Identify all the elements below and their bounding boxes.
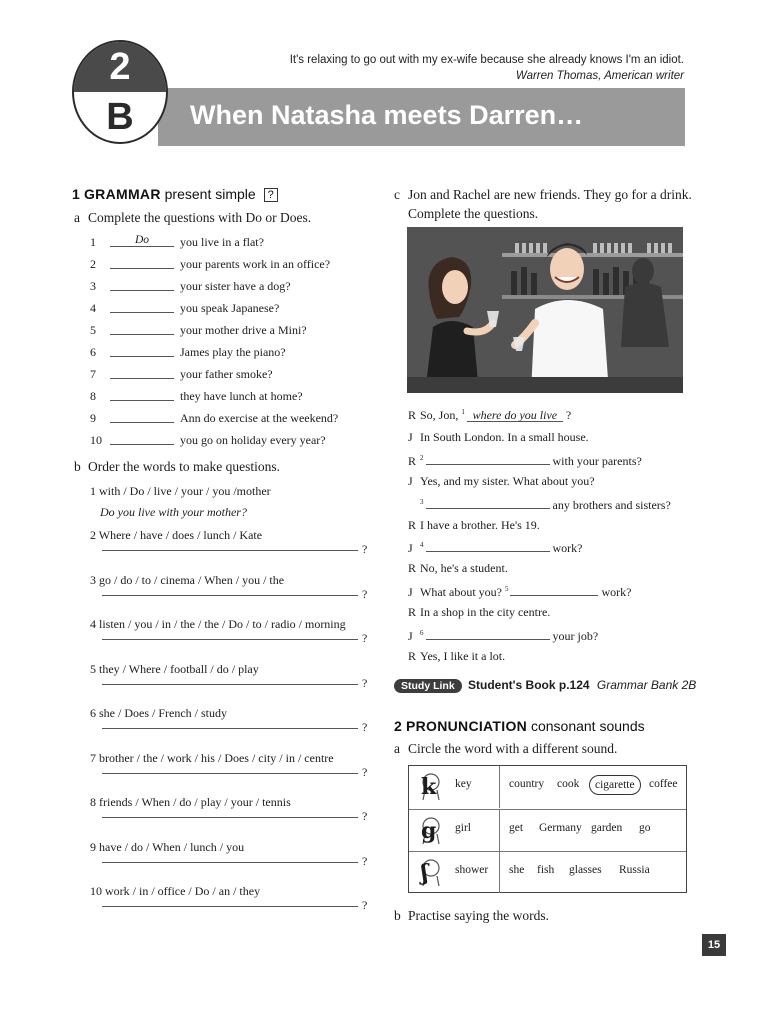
speaker: R xyxy=(408,648,417,663)
key-icon xyxy=(409,766,451,808)
sound-word[interactable]: Russia xyxy=(619,864,650,876)
question-number: 1 xyxy=(90,235,96,249)
question-text: Ann do exercise at the weekend? xyxy=(180,411,339,425)
speaker: R xyxy=(408,453,417,468)
sound-table xyxy=(408,765,687,893)
answer-blank[interactable] xyxy=(426,539,550,552)
answer-blank[interactable] xyxy=(110,277,174,291)
question-item xyxy=(90,232,390,252)
answer-line[interactable] xyxy=(102,639,358,640)
part-b-text: Order the words to make questions. xyxy=(88,459,280,474)
sound-word[interactable]: cook xyxy=(557,778,580,790)
speaker: J xyxy=(408,429,413,444)
answer-blank[interactable] xyxy=(110,387,174,401)
dialogue-line xyxy=(408,583,631,600)
line-text: work? xyxy=(552,541,583,556)
order-item xyxy=(90,706,380,742)
sound-word[interactable]: Germany xyxy=(539,821,582,834)
gap-number: 4 xyxy=(420,541,424,550)
answer-line[interactable] xyxy=(102,817,358,818)
dialogue-line xyxy=(408,627,598,644)
answer-line[interactable] xyxy=(102,862,358,863)
dialogue-line xyxy=(408,561,508,576)
question-number: 8 xyxy=(90,389,96,403)
order-prompt: 5 they / Where / football / do / play xyxy=(90,661,259,676)
answer-line[interactable] xyxy=(102,684,358,685)
dialogue-line xyxy=(408,474,595,489)
pron-part-a-letter: a xyxy=(394,741,400,756)
line-text: any brothers and sisters? xyxy=(552,497,671,512)
order-item xyxy=(90,617,380,653)
line-text: I have a brother. He's 19. xyxy=(420,517,540,532)
part-b-instruction xyxy=(74,459,280,475)
dialogue-line xyxy=(408,496,671,513)
question-text: your sister have a dog? xyxy=(180,279,291,293)
column-divider xyxy=(499,852,500,893)
order-prompt: 6 she / Does / French / study xyxy=(90,706,227,720)
answer-line[interactable] xyxy=(102,906,358,907)
question-number: 7 xyxy=(90,367,96,381)
pron-part-b xyxy=(394,908,549,924)
answer-blank[interactable] xyxy=(110,299,174,313)
question-item xyxy=(90,254,390,274)
question-item xyxy=(90,386,390,406)
sound-symbol: ʃ xyxy=(421,860,429,886)
question-box-icon: ? xyxy=(264,188,278,202)
question-item xyxy=(90,298,390,318)
answer-blank[interactable] xyxy=(110,431,174,445)
pron-part-a xyxy=(394,741,617,757)
speaker: R xyxy=(408,408,417,422)
line-text: Yes, and my sister. What about you? xyxy=(420,473,595,488)
line-text: ? xyxy=(565,408,572,422)
order-prompt: 7 brother / the / work / his / Does / city / in / centre xyxy=(90,750,334,765)
order-prompt: 9 have / do / When / lunch / you xyxy=(90,839,245,854)
line-text: What about you? xyxy=(420,585,502,600)
sound-word[interactable]: she xyxy=(509,864,525,876)
unit-letter: B xyxy=(106,96,134,138)
question-text: they have lunch at home? xyxy=(180,389,303,403)
pron-part-a-text: Circle the word with a different sound. xyxy=(408,741,618,756)
grammar-heading-num: 1 xyxy=(72,186,81,202)
speaker: J xyxy=(408,473,413,488)
order-item xyxy=(90,840,380,876)
shower-icon xyxy=(409,852,451,893)
gap-number: 5 xyxy=(504,585,509,594)
study-link-pill: Study Link xyxy=(394,679,462,693)
question-number: 6 xyxy=(90,345,96,359)
question-mark: ? xyxy=(362,631,368,645)
question-item xyxy=(90,430,390,450)
sound-word[interactable]: go xyxy=(639,821,651,834)
order-item xyxy=(90,528,380,564)
sound-word[interactable]: country xyxy=(509,778,545,790)
order-prompt: 8 friends / When / do / play / your / tennis xyxy=(90,795,291,809)
part-a-instruction xyxy=(74,210,311,226)
part-a-text: Complete the questions with Do or Does. xyxy=(88,210,312,225)
pronunciation-heading-num: 2 xyxy=(394,718,403,734)
order-prompt: 10 work / in / office / Do / an / they xyxy=(90,884,261,898)
answer-line[interactable] xyxy=(102,550,358,551)
study-link-text: Student's Book p.124 xyxy=(468,678,590,692)
line-text: In South London. In a small house. xyxy=(420,429,589,444)
question-item xyxy=(90,320,390,340)
answer-line[interactable] xyxy=(102,773,358,774)
line-text: In a shop in the city centre. xyxy=(420,605,551,620)
quote-author: Warren Thomas, American writer xyxy=(515,70,684,82)
part-c-instruction-2: Complete the questions. xyxy=(408,206,539,221)
sound-row xyxy=(409,766,686,808)
answer-blank[interactable] xyxy=(110,321,174,335)
question-text: your father smoke? xyxy=(180,367,273,381)
answer-blank[interactable]: Do xyxy=(110,233,174,247)
unit-badge xyxy=(72,40,168,144)
order-item xyxy=(90,662,380,698)
study-link xyxy=(394,678,696,693)
part-b-letter: b xyxy=(74,459,81,474)
answer-blank[interactable] xyxy=(110,365,174,379)
order-item xyxy=(90,573,380,609)
pronunciation-heading xyxy=(394,718,645,734)
order-item xyxy=(90,884,380,920)
study-link-grammar-bank: Grammar Bank 2B xyxy=(596,678,697,692)
dialogue-line xyxy=(408,539,583,556)
question-number: 2 xyxy=(90,257,96,271)
question-item xyxy=(90,276,390,296)
order-example-prompt: 1 with / Do / live / your / you /mother xyxy=(90,484,271,498)
question-text: you go on holiday every year? xyxy=(180,433,326,447)
girl-icon xyxy=(409,810,451,851)
sound-word[interactable]: coffee xyxy=(649,778,678,790)
pronunciation-heading-rest: consonant sounds xyxy=(530,718,645,734)
sound-key-word: key xyxy=(455,778,472,790)
order-prompt: 2 Where / have / does / lunch / Kate xyxy=(90,528,263,542)
answer-blank[interactable] xyxy=(110,343,174,357)
question-mark: ? xyxy=(362,809,368,823)
speaker: R xyxy=(408,561,417,576)
answer-blank[interactable] xyxy=(426,627,550,640)
answer-blank[interactable] xyxy=(426,452,550,465)
dialogue-line xyxy=(408,605,550,620)
question-mark: ? xyxy=(362,898,368,912)
answer-line[interactable] xyxy=(102,728,358,729)
question-item xyxy=(90,342,390,362)
question-text: you speak Japanese? xyxy=(180,301,280,315)
question-text: James play the piano? xyxy=(180,345,286,359)
pron-part-b-letter: b xyxy=(394,908,401,923)
question-mark: ? xyxy=(362,764,368,779)
speaker: J xyxy=(408,541,413,556)
question-number: 4 xyxy=(90,301,96,315)
question-item xyxy=(90,364,390,384)
dialogue-line xyxy=(408,430,589,445)
sound-row xyxy=(409,809,686,851)
speaker: R xyxy=(408,517,417,532)
line-text: with your parents? xyxy=(552,453,642,468)
sound-word[interactable]: cigarette xyxy=(589,775,641,795)
sound-key-word: shower xyxy=(455,864,489,876)
dialogue-line xyxy=(408,649,505,664)
question-text: you live in a flat? xyxy=(180,235,264,249)
question-number: 3 xyxy=(90,279,96,293)
line-text: Yes, I like it a lot. xyxy=(420,648,506,663)
grammar-heading-rest: present simple xyxy=(164,186,256,202)
question-mark: ? xyxy=(362,853,368,868)
dialogue-line xyxy=(408,518,540,533)
order-item xyxy=(90,751,380,787)
sound-word[interactable]: glasses xyxy=(569,864,602,876)
order-example xyxy=(90,484,380,524)
question-item xyxy=(90,408,390,428)
order-item xyxy=(90,795,380,831)
speaker: R xyxy=(408,605,417,620)
quote-text: It's relaxing to go out with my ex-wife because she already knows I'm an idiot. xyxy=(289,54,684,66)
grammar-heading-bold: GRAMMAR xyxy=(83,186,161,202)
answer-blank[interactable] xyxy=(510,583,598,596)
line-text: So, Jon, xyxy=(420,408,459,422)
page-number: 15 xyxy=(702,934,726,956)
line-text: work? xyxy=(601,585,632,600)
order-prompt: 4 listen / you / in / the / the / Do / to / radio / morning xyxy=(90,617,346,631)
part-c-text-1: Jon and Rachel are new friends. They go for a drink. xyxy=(408,187,692,202)
question-mark: ? xyxy=(362,542,368,556)
line-text: your job? xyxy=(552,629,599,643)
part-c-instruction xyxy=(394,187,692,203)
speaker: J xyxy=(408,585,413,600)
pron-part-b-text: Practise saying the words. xyxy=(408,908,549,923)
gap-number: 6 xyxy=(420,629,424,637)
answer-blank[interactable]: where do you live xyxy=(467,409,563,422)
dialogue-line xyxy=(408,452,642,469)
gap-number: 3 xyxy=(420,497,424,506)
question-mark: ? xyxy=(362,720,368,734)
grammar-heading xyxy=(72,186,278,202)
unit-title: When Natasha meets Darren… xyxy=(190,100,584,130)
bar-scene-illustration xyxy=(407,227,683,393)
question-number: 5 xyxy=(90,323,96,337)
order-prompt: 3 go / do / to / cinema / When / you / the xyxy=(90,572,285,587)
sound-word[interactable]: fish xyxy=(537,864,555,876)
dialogue-line xyxy=(408,408,571,423)
line-text: No, he's a student. xyxy=(420,561,508,576)
question-number: 10 xyxy=(90,433,102,447)
sound-word[interactable]: get xyxy=(509,821,524,834)
order-example-answer: Do you live with your mother? xyxy=(100,505,247,519)
part-c-letter: c xyxy=(394,187,400,202)
question-mark: ? xyxy=(362,675,368,690)
answer-blank[interactable] xyxy=(426,496,550,509)
speaker: J xyxy=(408,629,413,643)
gap-number: 2 xyxy=(420,453,424,462)
sound-key-word: girl xyxy=(455,821,471,834)
column-divider xyxy=(499,810,500,851)
answer-blank[interactable] xyxy=(110,255,174,269)
sound-symbol: k xyxy=(421,774,437,800)
sound-row xyxy=(409,851,686,893)
gap-number: 1 xyxy=(461,408,465,416)
question-number: 9 xyxy=(90,411,96,425)
answer-line[interactable] xyxy=(102,595,358,596)
quote-block xyxy=(290,52,684,84)
unit-number: 2 xyxy=(109,46,131,88)
part-a-letter: a xyxy=(74,210,80,225)
sound-word[interactable]: garden xyxy=(591,821,623,834)
question-text: your mother drive a Mini? xyxy=(180,323,307,337)
pronunciation-heading-bold: PRONUNCIATION xyxy=(405,718,528,734)
question-mark: ? xyxy=(362,586,368,601)
question-text: your parents work in an office? xyxy=(180,257,331,271)
column-divider xyxy=(499,766,500,808)
sound-symbol: g xyxy=(421,817,437,844)
answer-blank[interactable] xyxy=(110,409,174,423)
